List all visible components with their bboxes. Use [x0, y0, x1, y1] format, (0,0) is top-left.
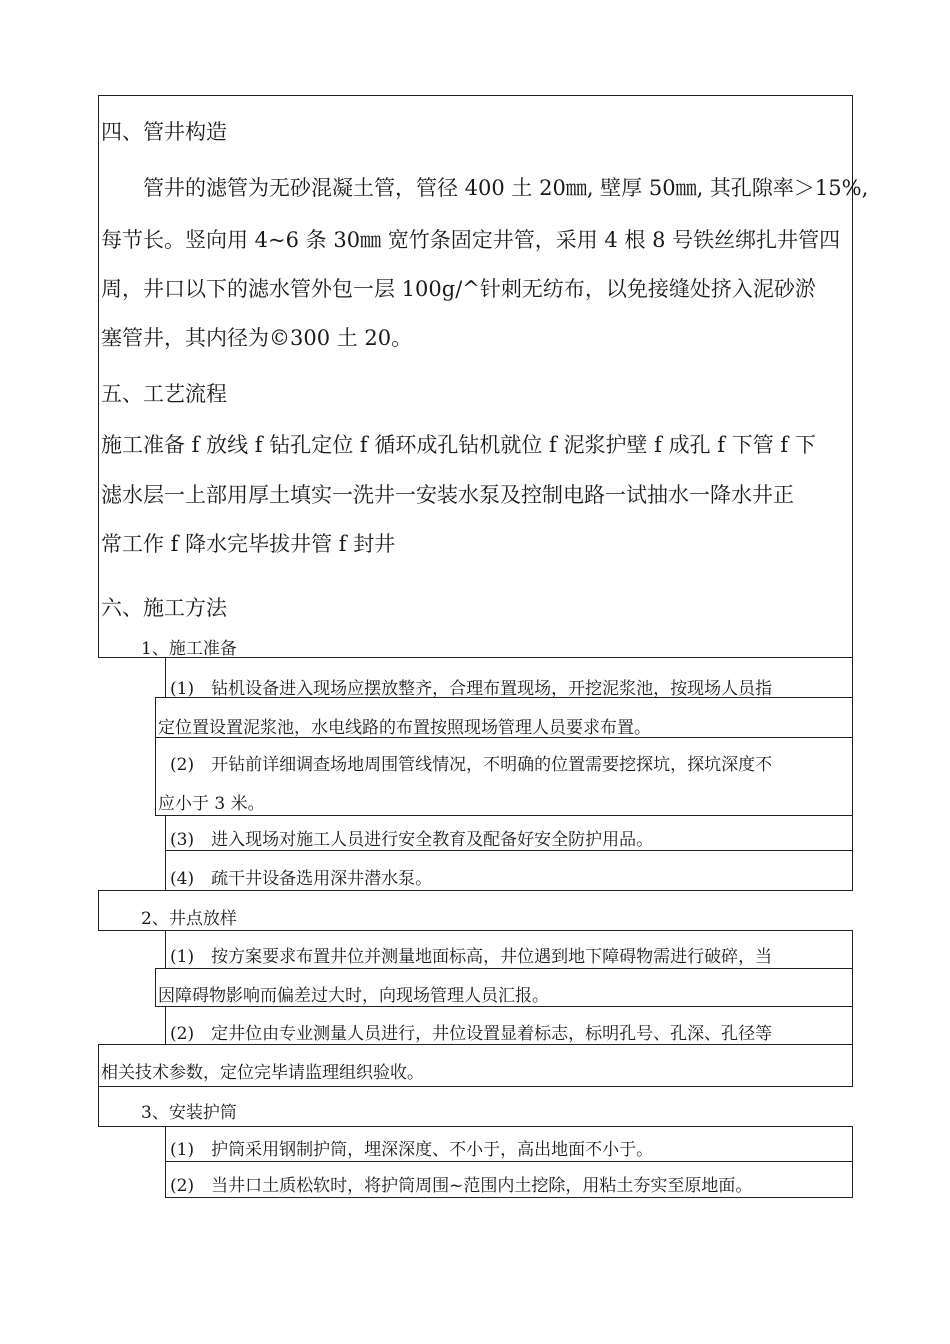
- sub1-item-1: (1) 钻机设备进入现场应摆放整齐，合理布置现场，开挖泥浆池，按现场人员指: [170, 679, 773, 699]
- section4-line-2: 每节长。竖向用 4~6 条 30㎜ 宽竹条固定井管，采用 4 根 8 号铁丝绑扎井管四: [101, 228, 841, 252]
- section5-heading: 五、工艺流程: [101, 382, 227, 406]
- sub3-item-2: (2) 当井口土质松软时，将护筒周围~范围内土挖除，用粘土夯实至原地面。: [170, 1176, 753, 1196]
- sub2-title: 2、井点放样: [141, 909, 237, 929]
- sub3-item-1: (1) 护筒采用钢制护筒，埋深深度、不小于，高出地面不小于。: [170, 1140, 654, 1160]
- section4-heading: 四、管井构造: [101, 120, 227, 144]
- sub1-item-1-cont: 定位置设置泥浆池，水电线路的布置按照现场管理人员要求布置。: [158, 718, 651, 738]
- sub3-title: 3、安装护筒: [141, 1103, 237, 1123]
- section5-line-3: 常工作 f 降水完毕拔井管 f 封井: [101, 532, 396, 556]
- sub2-item-1: (1) 按方案要求布置井位并测量地面标高，井位遇到地下障碍物需进行破碎，当: [170, 947, 773, 967]
- section4-line-1: 管井的滤管为无砂混凝土管，管径 400 土 20㎜, 壁厚 50㎜, 其孔隙率＞15%,: [143, 176, 869, 200]
- sub2-item-1-cont: 因障碍物影响而偏差过大时，向现场管理人员汇报。: [158, 986, 549, 1006]
- sub1-item-3: (3) 进入现场对施工人员进行安全教育及配备好安全防护用品。: [170, 830, 654, 850]
- sub1-item-4: (4) 疏干井设备选用深井潜水泵。: [170, 869, 433, 889]
- sub2-item-2: (2) 定井位由专业测量人员进行，井位设置显着标志，标明孔号、孔深、孔径等: [170, 1024, 773, 1044]
- section5-line-1: 施工准备 f 放线 f 钻孔定位 f 循环成孔钻机就位 f 泥浆护壁 f 成孔 f 下管 f 下: [101, 433, 816, 457]
- sub1-item-2: (2) 开钻前详细调查场地周围管线情况，不明确的位置需要挖探坑，探坑深度不: [170, 755, 773, 775]
- sub2-item-2-cont: 相关技术参数，定位完毕请监理组织验收。: [101, 1063, 424, 1083]
- sub1-title: 1、施工准备: [141, 639, 237, 659]
- section5-line-2: 滤水层一上部用厚土填实一洗井一安装水泵及控制电路一试抽水一降水井正: [101, 483, 794, 507]
- sub1-item-2-cont: 应小于 3 米。: [158, 794, 265, 814]
- section6-heading: 六、施工方法: [101, 596, 227, 620]
- section4-line-4: 塞管井，其内径为©300 土 20。: [101, 326, 413, 350]
- section4-line-3: 周，井口以下的滤水管外包一层 100g/^针刺无纺布，以免接缝处挤入泥砂淤: [101, 277, 816, 301]
